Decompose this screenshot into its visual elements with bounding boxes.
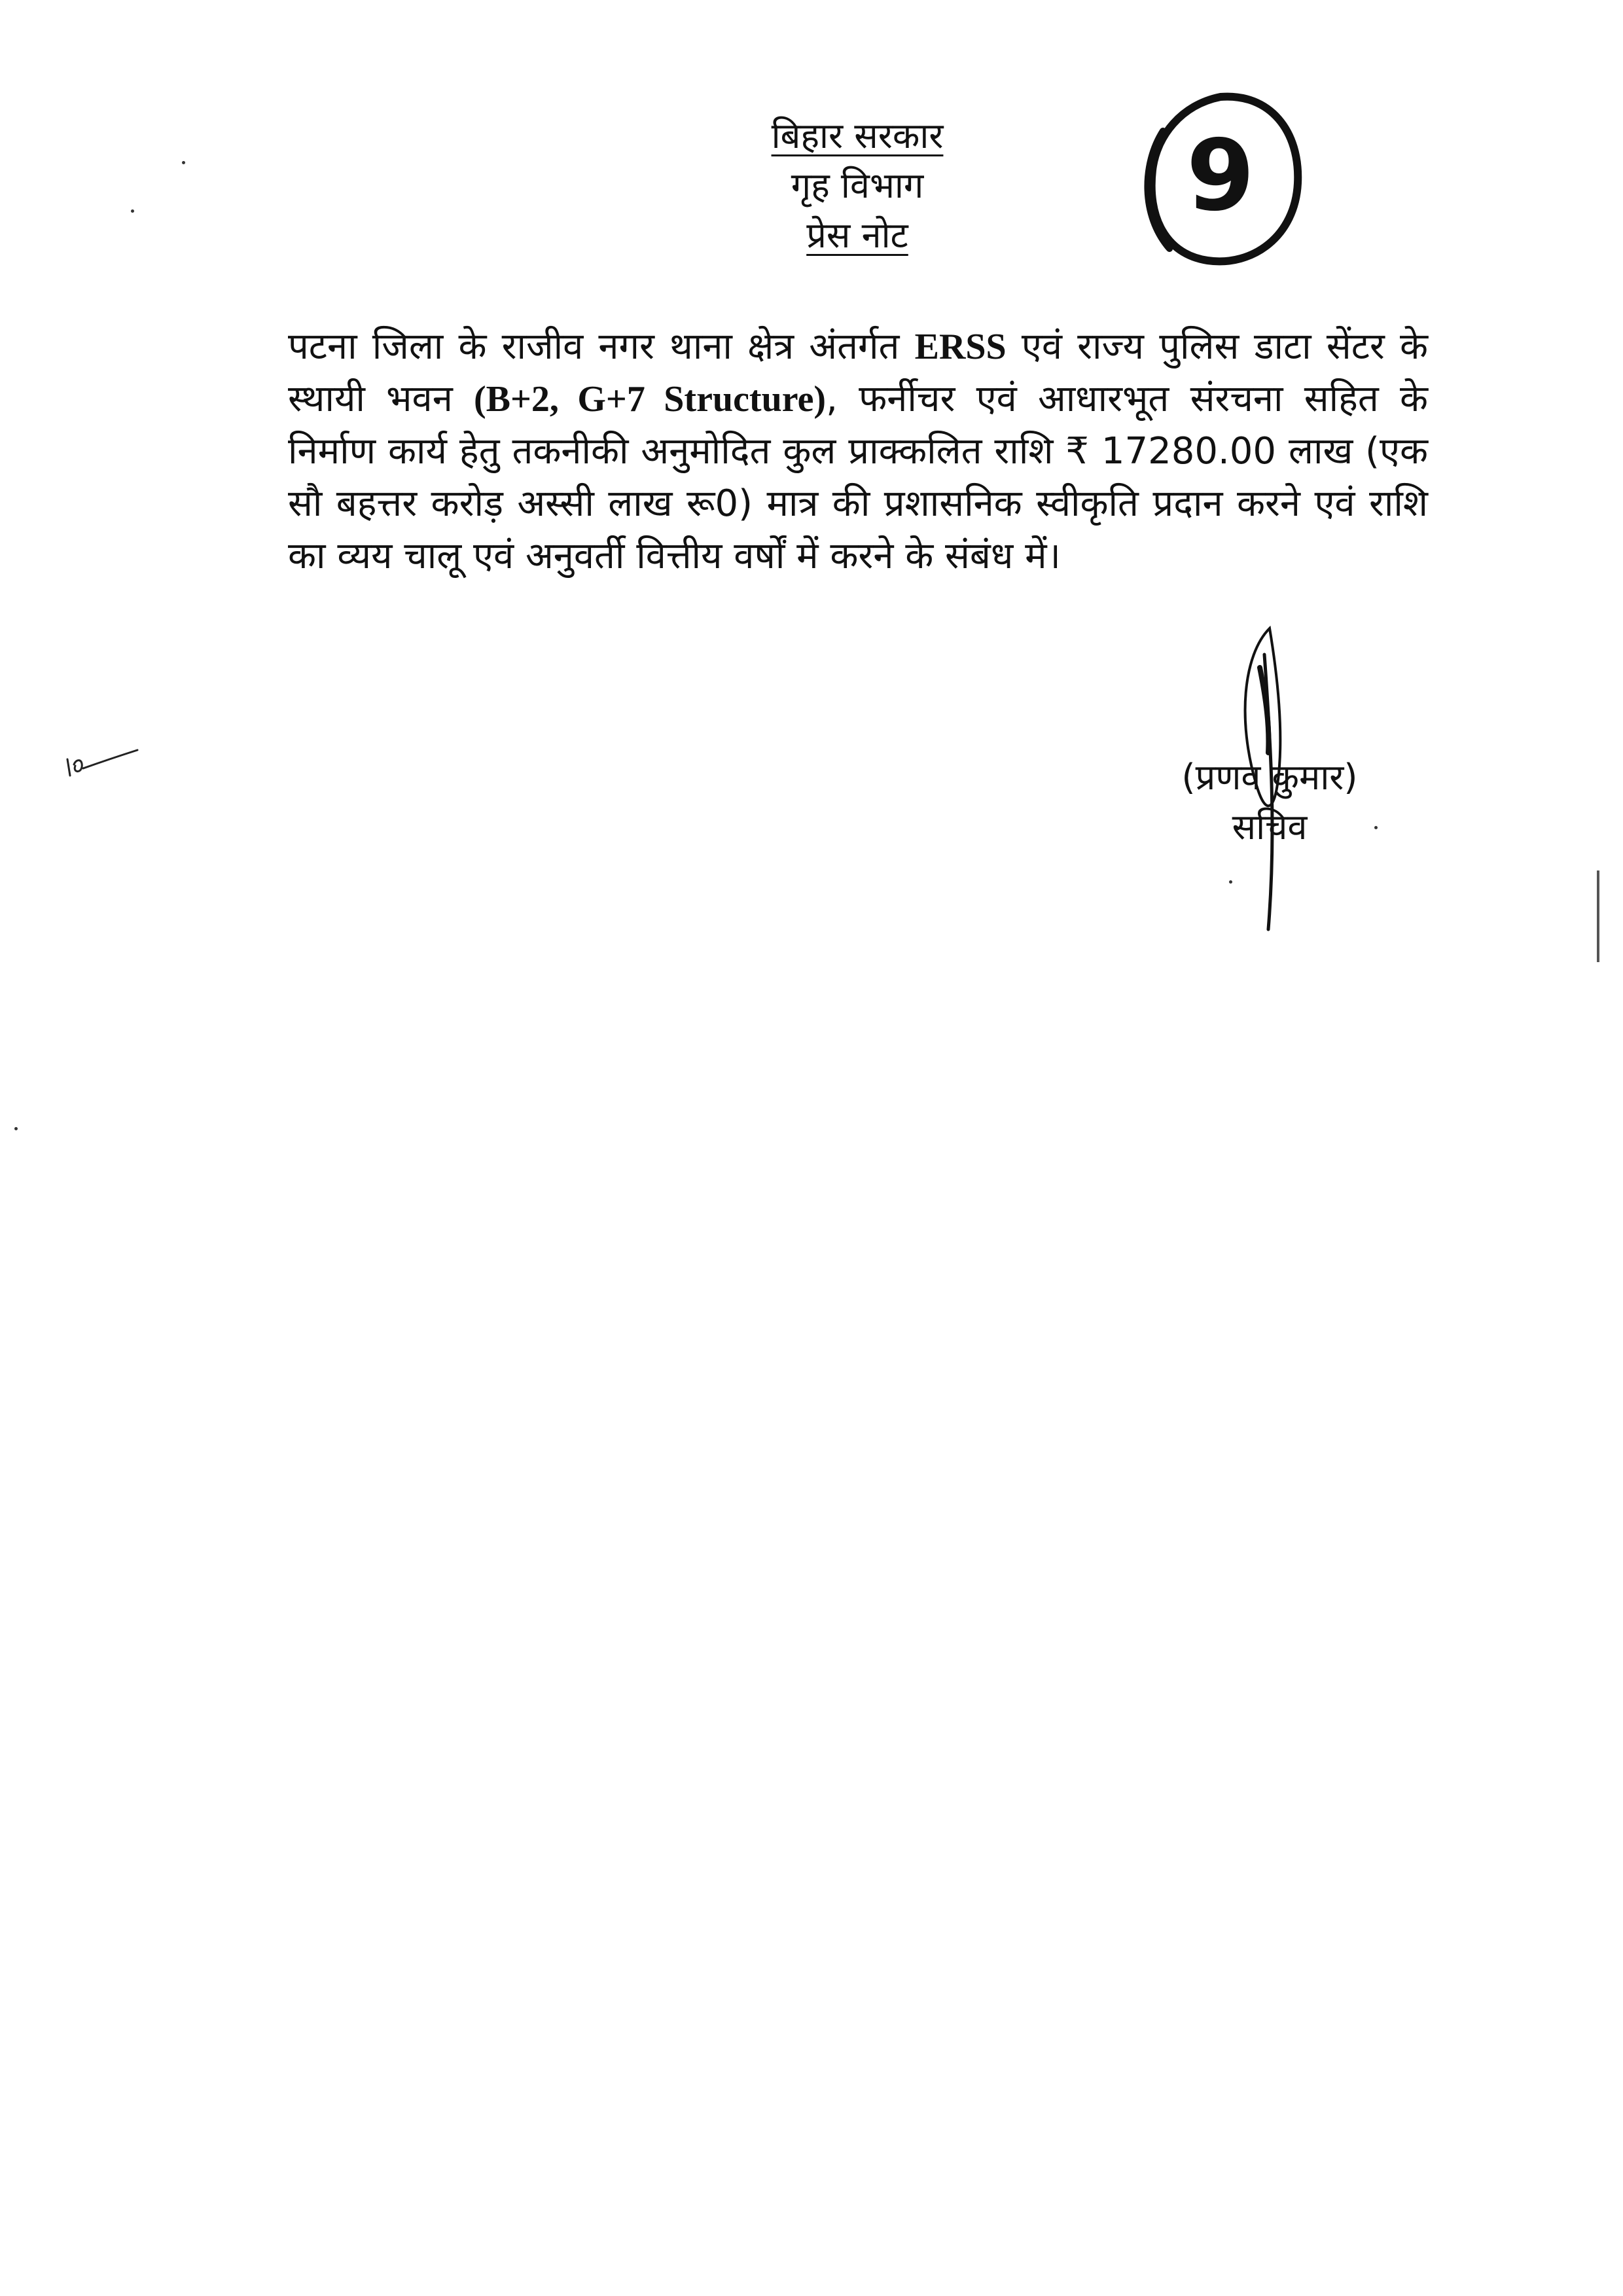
body-structure: (B+2, G+7 Structure) [474,379,827,420]
circled-page-number-mark [1129,85,1312,275]
scan-edge-mark [1597,870,1599,962]
press-note-body [288,321,1428,583]
body-part-3: , फर्नीचर एवं आधारभूत संरचना सहित के निर्माण कार्य हेतु तकनीकी अनुमोदित कुल प्राक्कलित राशि ₹ 17280.00 लाख (एक सौ बहत्तर करोड़ अस्सी लाख रू0) मात्र की प्रशासनिक स्वीकृति प्रदान करने एवं राशि का व्यय चालू एवं अनुवर्ती वित्तीय वर्षों में करने के संबंध में। [288,378,1428,577]
body-part-2: एवं राज्य पुलिस डाटा सेंटर के स्थायी भवन [288,325,1428,420]
signatory-name: (प्रणव कुमार) [1181,757,1358,798]
body-part-1: पटना जिला के राजीव नगर थाना क्षेत्र अंतर्गत [288,325,915,368]
margin-initial-mark [62,746,141,785]
scan-speck [14,1127,18,1130]
document-header [654,111,1060,260]
department-title: गृह विभाग [791,165,924,206]
press-note-title: प्रेस नोट [806,215,908,256]
scan-speck [1374,826,1378,829]
scan-speck [1229,880,1232,884]
circled-number-text: 9 [1186,119,1255,233]
signatory-block [1139,753,1400,852]
scan-speck [131,209,134,213]
government-title: बिहार सरकार [771,115,944,156]
body-erss: ERSS [914,327,1007,367]
scan-speck [182,161,185,164]
signatory-designation: सचिव [1232,806,1308,848]
